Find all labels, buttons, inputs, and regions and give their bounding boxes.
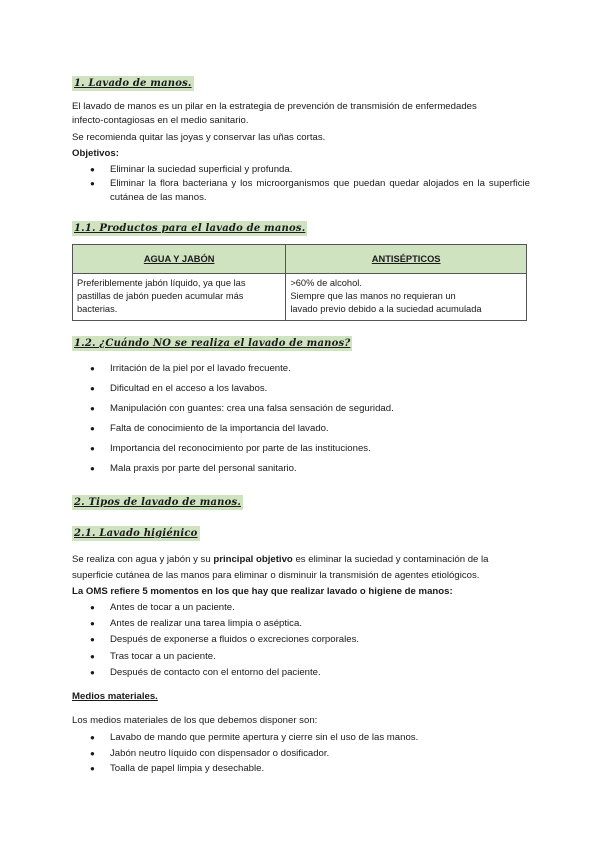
products-table: [72, 244, 527, 321]
list-item: ● Antes de tocar a un paciente.: [110, 601, 359, 615]
section-1-2-heading: 1.2. ¿Cuándo NO se realiza el lavado de manos?: [74, 338, 351, 349]
section-2-1-paragraph-line-2: superficie cutánea de las manos para eliminar o disminuir la transmisión de agentes etiológicos.: [72, 570, 480, 581]
section-1-paragraph-line-1: El lavado de manos es un pilar en la estrategia de prevención de transmisión de enfermedades: [72, 101, 477, 112]
list-item: ● Eliminar la suciedad superficial y profunda.: [110, 163, 530, 177]
list-item: ● Lavabo de mando que permite apertura y cierre sin el uso de las manos.: [110, 731, 418, 745]
list-item: ● Dificultad en el acceso a los lavabos.: [110, 382, 394, 396]
list-item: ● Importancia del reconocimiento por parte de las instituciones.: [110, 442, 394, 456]
list-item: ● Antes de realizar una tarea limpia o aséptica.: [110, 617, 359, 631]
list-item: ● Mala praxis por parte del personal sanitario.: [110, 462, 394, 476]
table-header-water-soap: AGUA Y JABÓN: [73, 245, 286, 274]
section-1-1-heading: 1.1. Productos para el lavado de manos.: [74, 223, 306, 234]
objectives-label: Objetivos:: [72, 148, 119, 159]
objectives-list: [110, 163, 530, 205]
list-item: ● Falta de conocimiento de la importancia del lavado.: [110, 422, 394, 436]
table-cell-water-soap: Preferiblemente jabón líquido, ya que las pastillas de jabón pueden acumular más bacterias.: [73, 274, 286, 321]
list-item: ● Tras tocar a un paciente.: [110, 650, 359, 664]
list-item: ● Eliminar la flora bacteriana y los microorganismos que puedan quedar alojados en la superficie cutánea de las manos.: [110, 177, 530, 205]
list-item: ● Irritación de la piel por el lavado frecuente.: [110, 362, 394, 376]
section-2-heading: 2. Tipos de lavado de manos.: [74, 497, 242, 508]
materials-list: [110, 731, 418, 778]
section-2-1-heading: 2.1. Lavado higiénico: [74, 528, 198, 539]
list-item: ● Toalla de papel limpia y desechable.: [110, 762, 418, 776]
list-item: ● Manipulación con guantes: crea una falsa sensación de seguridad.: [110, 402, 394, 416]
section-1-heading: 1. Lavado de manos.: [74, 78, 192, 89]
principal-objective-emphasis: principal objetivo: [213, 554, 293, 565]
oms-moments-intro: La OMS refiere 5 momentos en los que hay que realizar lavado o higiene de manos:: [72, 586, 453, 597]
list-item: ● Jabón neutro líquido con dispensador o dosificador.: [110, 747, 418, 761]
table-header-antiseptics: ANTISÉPTICOS: [286, 245, 527, 274]
table-cell-antiseptics: >60% de alcohol. Siempre que las manos no requieran un lavado previo debido a la suciedad acumulada: [286, 274, 527, 321]
section-1-paragraph-line-3: Se recomienda quitar las joyas y conservar las uñas cortas.: [72, 132, 326, 143]
list-item: ● Después de exponerse a fluidos o excreciones corporales.: [110, 633, 359, 647]
materials-heading: Medios materiales.: [72, 691, 158, 702]
no-handwash-reasons-list: [110, 362, 394, 482]
materials-intro: Los medios materiales de los que debemos disponer son:: [72, 715, 318, 726]
section-1-paragraph-line-2: infecto-contagiosas en el medio sanitario.: [72, 115, 249, 126]
oms-moments-list: [110, 601, 359, 682]
list-item: ● Después de contacto con el entorno del paciente.: [110, 666, 359, 680]
section-2-1-paragraph-line-1: Se realiza con agua y jabón y su principal objetivo es eliminar la suciedad y contaminación de la: [72, 554, 489, 565]
